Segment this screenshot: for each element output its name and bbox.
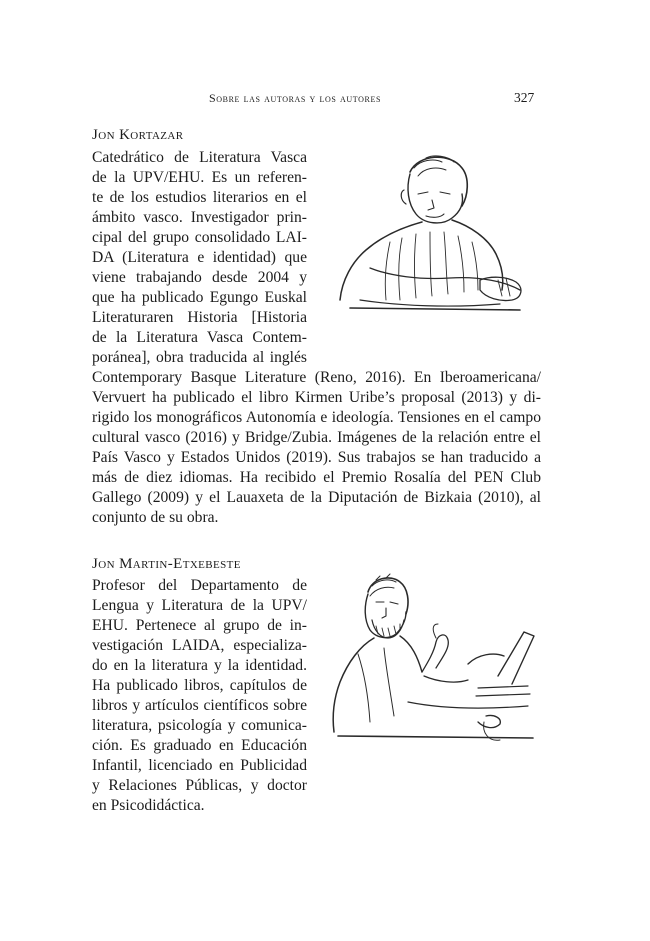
bio-line: poránea], obra traducida al inglés bbox=[92, 349, 307, 366]
bio-line: vestigación LAIDA, especializa- bbox=[92, 637, 307, 654]
bio-line: Ha publicado libros, capítulos de bbox=[92, 677, 307, 694]
bio-line: rigido los monográficos Autonomía e ideología. Tensiones en el campo bbox=[92, 409, 541, 426]
author-name: Jon Kortazar bbox=[92, 127, 184, 143]
bio-line: Vervuert ha publicado el libro Kirmen Uribe’s proposal (2013) y di- bbox=[92, 389, 541, 406]
bio-line: y Relaciones Públicas, y doctor bbox=[92, 777, 307, 794]
bio-line: libros y artículos científicos sobre bbox=[92, 697, 307, 714]
bio-line: Contemporary Basque Literature (Reno, 2016). En Iberoamericana/ bbox=[92, 369, 541, 386]
bio-line: viene trabajando desde 2004 y bbox=[92, 269, 307, 286]
bio-line: cultural vasco (2016) y Bridge/Zubia. Imágenes de la relación entre el bbox=[92, 429, 541, 446]
bio-line: te de los estudios literarios en el bbox=[92, 189, 307, 206]
bio-line: conjunto de su obra. bbox=[92, 509, 219, 526]
bio-line: ción. Es graduado en Educación bbox=[92, 737, 307, 754]
bio-line: Catedrático de Literatura Vasca bbox=[92, 149, 307, 166]
bio-line: ámbito vasco. Investigador prin- bbox=[92, 209, 307, 226]
author-name: Jon Martin-Etxebeste bbox=[92, 556, 241, 572]
bio-line: do en la literatura y la identidad. bbox=[92, 657, 307, 674]
bio-line: Infantil, licenciado en Publicidad bbox=[92, 757, 307, 774]
bio-line: EHU. Pertenece al grupo de in- bbox=[92, 617, 307, 634]
bio-line: Profesor del Departamento de bbox=[92, 577, 307, 594]
bio-line: cipal del grupo consolidado LAI- bbox=[92, 229, 307, 246]
bio-line: Lengua y Literatura de la UPV/ bbox=[92, 597, 307, 614]
bio-line: más de diez idiomas. Ha recibido el Premio Rosalía del PEN Club bbox=[92, 469, 541, 486]
page-number: 327 bbox=[514, 90, 535, 105]
bio-line: de la UPV/EHU. Es un referen- bbox=[92, 169, 307, 186]
bio-line: Literaturaren Historia [Historia bbox=[92, 309, 307, 326]
portrait-sketch-icon bbox=[330, 150, 540, 325]
bio-line: País Vasco y Estados Unidos (2019). Sus trabajos se han traducido a bbox=[92, 449, 541, 466]
portrait-sketch-icon bbox=[328, 572, 543, 747]
bio-line: DA (Literatura e identidad) que bbox=[92, 249, 307, 266]
bio-line: literatura, psicología y comunica- bbox=[92, 717, 307, 734]
bio-line: en Psicodidáctica. bbox=[92, 797, 205, 814]
bio-line: de la Literatura Vasca Contem- bbox=[92, 329, 307, 346]
bio-line: Gallego (2009) y el Lauaxeta de la Diputación de Bizkaia (2010), al bbox=[92, 489, 541, 506]
running-head: Sobre las autoras y los autores bbox=[209, 91, 381, 105]
bio-line: que ha publicado Egungo Euskal bbox=[92, 289, 307, 306]
